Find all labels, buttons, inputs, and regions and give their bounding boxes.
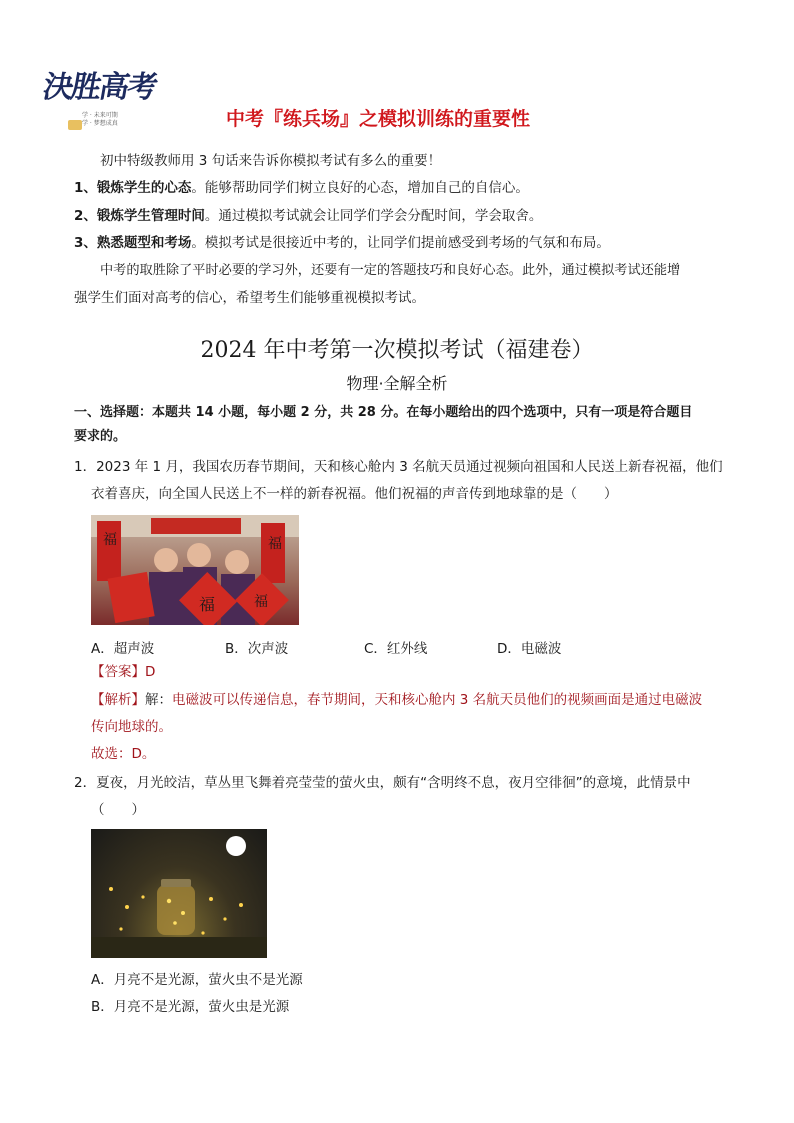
q2-stem-line2: （ ） (91, 802, 145, 818)
q1-stem-line1: 1．2023 年 1 月，我国农历春节期间，天和核心舱内 3 名航天员通过视频向祖国和人民送上新春祝福，他们 (74, 459, 723, 475)
q2-option-a[interactable]: A．月亮不是光源，萤火虫不是光源 (91, 972, 303, 988)
q2-photo-art (91, 829, 267, 958)
header-title: 中考『练兵场』之模拟训练的重要性 (226, 108, 531, 130)
q2-fireflies-photo (91, 829, 267, 958)
fu-char: 福 (254, 594, 268, 610)
q1-answer: 【答案】D (91, 664, 156, 680)
q1-analysis-line1: 【解析】解：电磁波可以传递信息，春节期间，天和核心舱内 3 名航天员他们的视频画面是通过电磁波 (91, 692, 703, 708)
q1-option-b[interactable]: B．次声波 (225, 641, 289, 657)
q1-astronauts-photo (91, 515, 299, 625)
q1-option-c[interactable]: C．红外线 (364, 641, 428, 657)
q1-analysis-line2: 传向地球的。 (91, 719, 172, 735)
section-header: 一、选择题：本题共 14 小题，每小题 2 分，共 28 分。在每小题给出的四个选项中，只有一项是符合题目 要求的。 (74, 405, 693, 444)
logo-slogan: 学 · 未来可期 学 · 梦想成真 (82, 112, 118, 127)
q1-option-d[interactable]: D．电磁波 (497, 641, 562, 657)
q1-option-a[interactable]: A．超声波 (91, 641, 155, 657)
q1-options (91, 637, 591, 657)
q1-conclusion: 故选：D。 (91, 746, 156, 762)
q1-stem-line2: 衣着喜庆，向全国人民送上不一样的新春祝福。他们祝福的声音传到地球靠的是（ ） (91, 486, 618, 502)
intro-closing-1: 中考的取胜除了平时必要的学习外，还要有一定的答题技巧和良好心态。此外，通过模拟考试还能增 (100, 263, 681, 278)
intro-lead: 初中特级教师用 3 句话来告诉你模拟考试有多么的重要！ (100, 153, 442, 169)
q2-option-b[interactable]: B．月亮不是光源，萤火虫是光源 (91, 999, 290, 1015)
exam-subtitle: 物理·全解全析 (346, 374, 448, 393)
book-icon (68, 120, 82, 130)
brand-logo (40, 62, 172, 140)
fu-char: 福 (199, 595, 216, 614)
fu-char: 福 (268, 536, 282, 552)
exam-title: 2024 年中考第一次模拟考试（福建卷） (200, 338, 594, 363)
fu-char: 福 (103, 532, 117, 548)
intro-point-3: 3、熟悉题型和考场。模拟考试是很接近中考的，让同学们提前感受到考场的气氛和布局。 (74, 235, 610, 251)
intro-point-2: 2、锻炼学生管理时间。通过模拟考试就会让同学们学会分配时间，学会取舍。 (74, 208, 543, 224)
logo-text: 決胜高考 (40, 70, 159, 105)
intro-closing-2: 强学生们面对高考的信心，希望考生们能够重视模拟考试。 (74, 290, 425, 306)
q2-stem-line1: 2．夏夜，月光皎洁，草丛里飞舞着亮莹莹的萤火虫，颇有“含明终不息，夜月空徘徊”的意境，此情景中 (74, 775, 691, 791)
intro-point-1: 1、锻炼学生的心态。能够帮助同学们树立良好的心态，增加自己的自信心。 (74, 180, 529, 196)
